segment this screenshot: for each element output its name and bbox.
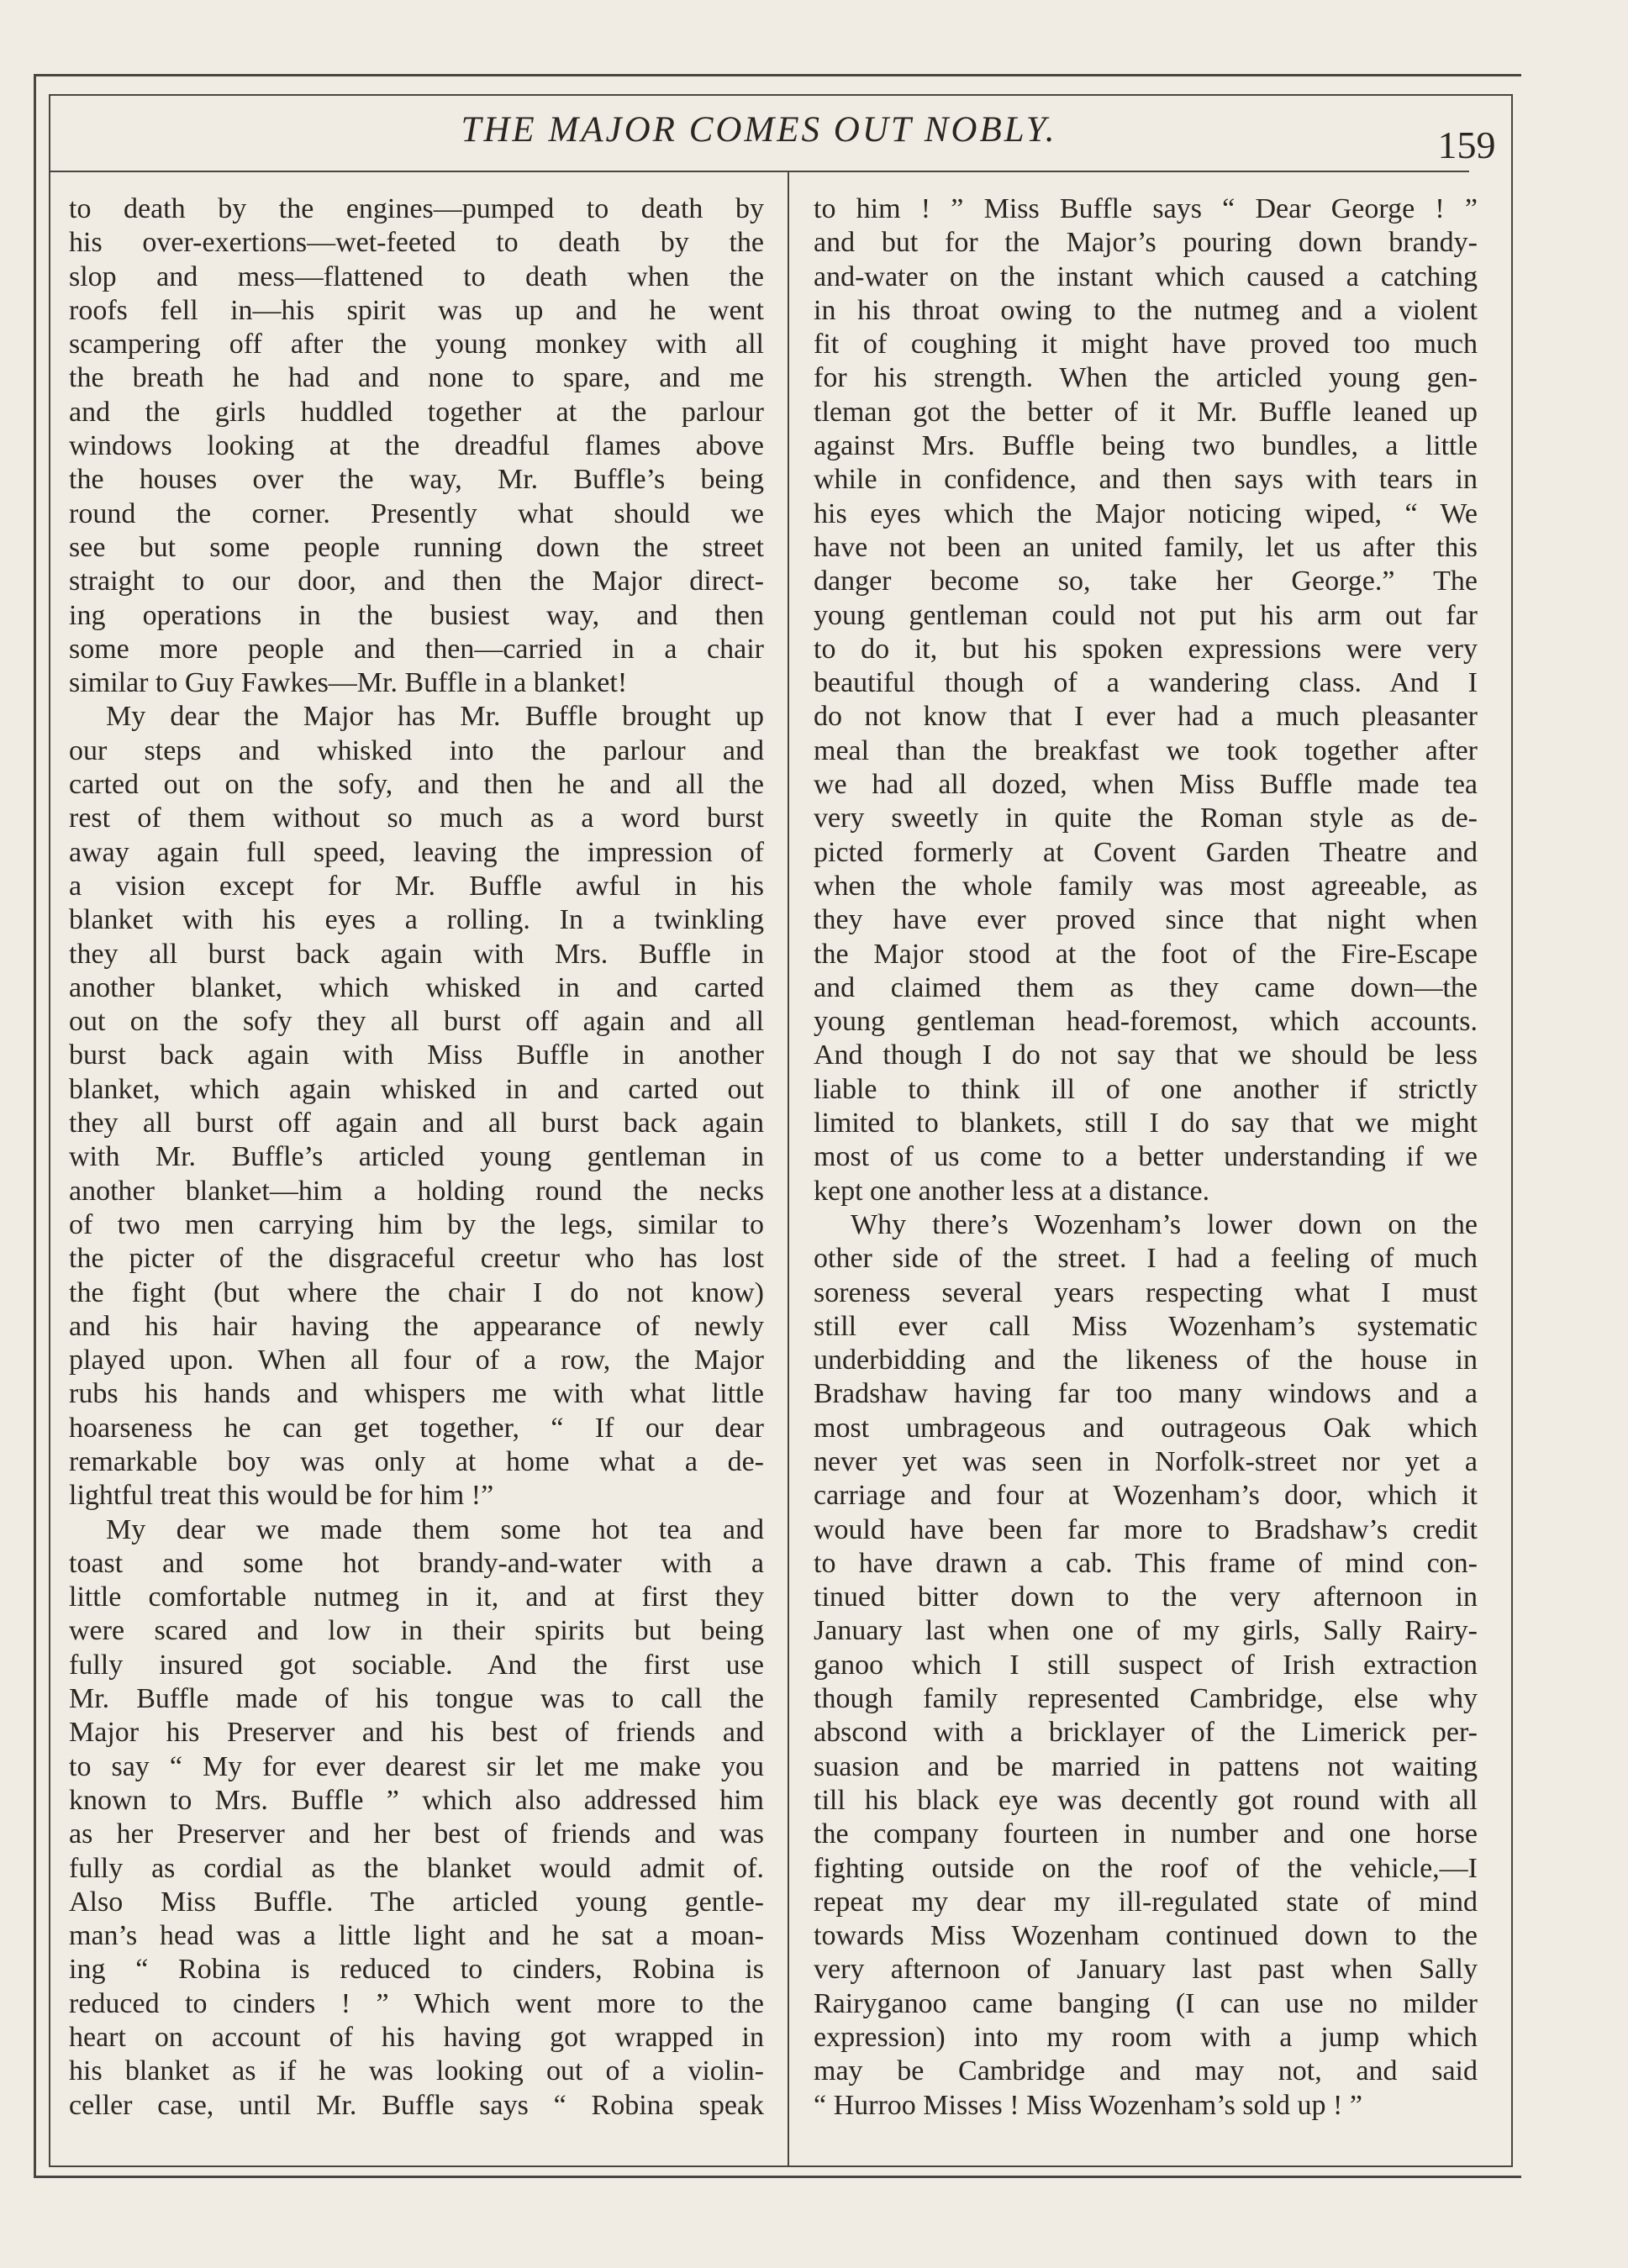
right-border (1511, 94, 1513, 2167)
text-line: reduced to cinders ! ” Which went more to the (69, 1987, 764, 2019)
text-line: underbidding and the likeness of the house in (814, 1344, 1478, 1376)
left-column (69, 192, 764, 2123)
text-line: to him ! ” Miss Buffle says “ Dear George ! ” (814, 193, 1478, 224)
text-line: the picter of the disgraceful creetur who has lost (69, 1243, 764, 1275)
text-line: the company fourteen in number and one horse (814, 1818, 1478, 1850)
page-number: 159 (1437, 124, 1496, 166)
column-divider (788, 172, 789, 2165)
text-line: straight to our door, and then the Major direct- (69, 566, 764, 597)
text-line: ganoo which I still suspect of Irish extraction (814, 1649, 1478, 1681)
text-line: liable to think ill of one another if strictly (814, 1073, 1478, 1105)
text-line: most umbrageous and outrageous Oak which (814, 1412, 1478, 1444)
text-line: young gentleman head-foremost, which accounts. (814, 1006, 1478, 1038)
text-line: and his hair having the appearance of newly (69, 1310, 764, 1342)
text-line: blanket, which again whisked in and carted out (69, 1073, 764, 1105)
text-line: while in confidence, and then says with tears in (814, 464, 1478, 496)
text-line: our steps and whisked into the parlour and (69, 734, 764, 766)
text-line: other side of the street. I had a feeling of much (814, 1243, 1478, 1275)
text-line: have not been an united family, let us after this (814, 531, 1478, 563)
text-line: blanket with his eyes a rolling. In a twinkling (69, 904, 764, 936)
text-line: carriage and four at Wozenham’s door, which it (814, 1480, 1478, 1512)
text-line: picted formerly at Covent Garden Theatre and (814, 836, 1478, 868)
text-line: played upon. When all four of a row, the Major (69, 1344, 764, 1376)
text-line: soreness several years respecting what I must (814, 1276, 1478, 1308)
text-line: till his black eye was decently got round with all (814, 1784, 1478, 1816)
text-line: Bradshaw having far too many windows and a (814, 1378, 1478, 1410)
text-line: expression) into my room with a jump which (814, 2022, 1478, 2054)
text-line: ing “ Robina is reduced to cinders, Robina is (69, 1954, 764, 1986)
text-line: danger become so, take her George.” The (814, 566, 1478, 597)
text-line: burst back again with Miss Buffle in another (69, 1039, 764, 1071)
text-line: carted out on the sofy, and then he and all the (69, 769, 764, 801)
text-line: very afternoon of January last past when Sally (814, 1954, 1478, 1986)
text-line: round the corner. Presently what should we (69, 497, 764, 529)
text-line: and-water on the instant which caused a catching (814, 260, 1478, 292)
text-line: away again full speed, leaving the impression of (69, 836, 764, 868)
text-line: remarkable boy was only at home what a de- (69, 1445, 764, 1477)
text-line: “ Hurroo Misses ! Miss Wozenham’s sold up ! ” (814, 2089, 1362, 2121)
bottom-rule-inner (49, 2165, 1511, 2167)
text-line: abscond with a bricklayer of the Limerick per- (814, 1717, 1478, 1749)
text-line: celler case, until Mr. Buffle says “ Robina speak (69, 2089, 764, 2121)
text-line: toast and some hot brandy-and-water with a (69, 1547, 764, 1579)
text-line: tleman got the better of it Mr. Buffle leaned up (814, 396, 1478, 428)
text-line: would have been far more to Bradshaw’s credit (814, 1513, 1478, 1545)
text-line: of two men carrying him by the legs, similar to (69, 1208, 764, 1240)
text-line: hoarseness he can get together, “ If our dear (69, 1412, 764, 1444)
text-line: fully as cordial as the blanket would admit of. (69, 1852, 764, 1884)
text-line: out on the sofy they all burst off again and all (69, 1006, 764, 1038)
text-line: My dear the Major has Mr. Buffle brought up (106, 701, 764, 733)
text-line: as her Preserver and her best of friends and was (69, 1818, 764, 1850)
text-line: little comfortable nutmeg in it, and at first they (69, 1581, 764, 1613)
text-line: My dear we made them some hot tea and (106, 1513, 764, 1545)
text-line: January last when one of my girls, Sally Rairy- (814, 1615, 1478, 1647)
text-line: young gentleman could not put his arm out far (814, 599, 1478, 631)
left-border-outer (34, 74, 36, 2178)
text-line: they all burst off again and all burst back again (69, 1108, 764, 1139)
text-line: some more people and then—carried in a chair (69, 633, 764, 665)
text-line: still ever call Miss Wozenham’s systematic (814, 1310, 1478, 1342)
text-line: fully insured got sociable. And the first use (69, 1649, 764, 1681)
text-line: fit of coughing it might have proved too much (814, 329, 1478, 360)
text-line: known to Mrs. Buffle ” which also addressed him (69, 1784, 764, 1816)
text-line: heart on account of his having got wrapped in (69, 2022, 764, 2054)
text-line: against Mrs. Buffle being two bundles, a little (814, 430, 1478, 462)
text-line: tinued bitter down to the very afternoon in (814, 1581, 1478, 1613)
text-line: for his strength. When the articled young gen- (814, 362, 1478, 394)
text-line: his blanket as if he was looking out of a violin- (69, 2055, 764, 2087)
left-border-inner (49, 94, 50, 2167)
text-line: fighting outside on the roof of the vehicle,—I (814, 1852, 1478, 1884)
text-line: may be Cambridge and may not, and said (814, 2055, 1478, 2087)
header-rule (49, 171, 1469, 172)
text-line: ing operations in the busiest way, and then (69, 599, 764, 631)
running-header: THE MAJOR COMES OUT NOBLY. (461, 110, 1057, 150)
text-line: rubs his hands and whispers me with what little (69, 1378, 764, 1410)
text-line: though family represented Cambridge, else why (814, 1683, 1478, 1715)
top-rule-outer (34, 74, 1521, 76)
bottom-rule-outer (34, 2176, 1521, 2178)
text-line: roofs fell in—his spirit was up and he went (69, 294, 764, 326)
text-line: rest of them without so much as a word burst (69, 802, 764, 834)
text-line: beautiful though of a wandering class. And I (814, 667, 1478, 699)
text-line: a vision except for Mr. Buffle awful in his (69, 870, 764, 902)
text-line: they all burst back again with Mrs. Buffle in (69, 938, 764, 970)
text-line: his over-exertions—wet-feeted to death by the (69, 227, 764, 259)
text-line: when the whole family was most agreeable, as (814, 870, 1478, 902)
text-line: they have ever proved since that night when (814, 904, 1478, 936)
text-line: towards Miss Wozenham continued down to the (814, 1920, 1478, 1952)
text-line: And though I do not say that we should be less (814, 1039, 1478, 1071)
text-line: limited to blankets, still I do say that we might (814, 1108, 1478, 1139)
text-line: another blanket, which whisked in and carted (69, 971, 764, 1003)
text-line: his eyes which the Major noticing wiped, “ We (814, 497, 1478, 529)
top-rule-inner (49, 94, 1511, 96)
text-line: another blanket—him a holding round the necks (69, 1175, 764, 1207)
text-line: slop and mess—flattened to death when the (69, 260, 764, 292)
text-line: the breath he had and none to spare, and me (69, 362, 764, 394)
text-line: were scared and low in their spirits but being (69, 1615, 764, 1647)
text-line: Rairyganoo came banging (I can use no milder (814, 1987, 1478, 2019)
text-line: Why there’s Wozenham’s lower down on the (851, 1208, 1478, 1240)
text-line: and the girls huddled together at the parlour (69, 396, 764, 428)
text-line: to do it, but his spoken expressions were very (814, 633, 1478, 665)
text-line: to have drawn a cab. This frame of mind con- (814, 1547, 1478, 1579)
text-line: scampering off after the young monkey with all (69, 329, 764, 360)
text-line: windows looking at the dreadful flames above (69, 430, 764, 462)
text-line: we had all dozed, when Miss Buffle made tea (814, 769, 1478, 801)
text-line: do not know that I ever had a much pleasanter (814, 701, 1478, 733)
text-line: to say “ My for ever dearest sir let me make you (69, 1750, 764, 1782)
text-line: and claimed them as they came down—the (814, 971, 1478, 1003)
text-line: and but for the Major’s pouring down brandy- (814, 227, 1478, 259)
text-line: never yet was seen in Norfolk-street nor yet a (814, 1445, 1478, 1477)
text-line: Also Miss Buffle. The articled young gentle- (69, 1886, 764, 1918)
text-line: the fight (but where the chair I do not know) (69, 1276, 764, 1308)
text-line: kept one another less at a distance. (814, 1175, 1210, 1207)
text-line: with Mr. Buffle’s articled young gentleman in (69, 1141, 764, 1173)
text-line: the houses over the way, Mr. Buffle’s being (69, 464, 764, 496)
text-line: meal than the breakfast we took together after (814, 734, 1478, 766)
text-line: suasion and be married in pattens not waiting (814, 1750, 1478, 1782)
text-line: the Major stood at the foot of the Fire-Escape (814, 938, 1478, 970)
text-line: similar to Guy Fawkes—Mr. Buffle in a blanket! (69, 667, 628, 699)
text-line: to death by the engines—pumped to death by (69, 193, 764, 224)
text-line: Mr. Buffle made of his tongue was to call the (69, 1683, 764, 1715)
right-column (814, 192, 1478, 2123)
text-line: in his throat owing to the nutmeg and a violent (814, 294, 1478, 326)
text-line: most of us come to a better understanding if we (814, 1141, 1478, 1173)
text-line: Major his Preserver and his best of friends and (69, 1717, 764, 1749)
text-line: man’s head was a little light and he sat a moan- (69, 1920, 764, 1952)
text-line: very sweetly in quite the Roman style as de- (814, 802, 1478, 834)
text-line: lightful treat this would be for him !” (69, 1480, 494, 1512)
text-line: repeat my dear my ill-regulated state of mind (814, 1886, 1478, 1918)
text-line: see but some people running down the street (69, 531, 764, 563)
